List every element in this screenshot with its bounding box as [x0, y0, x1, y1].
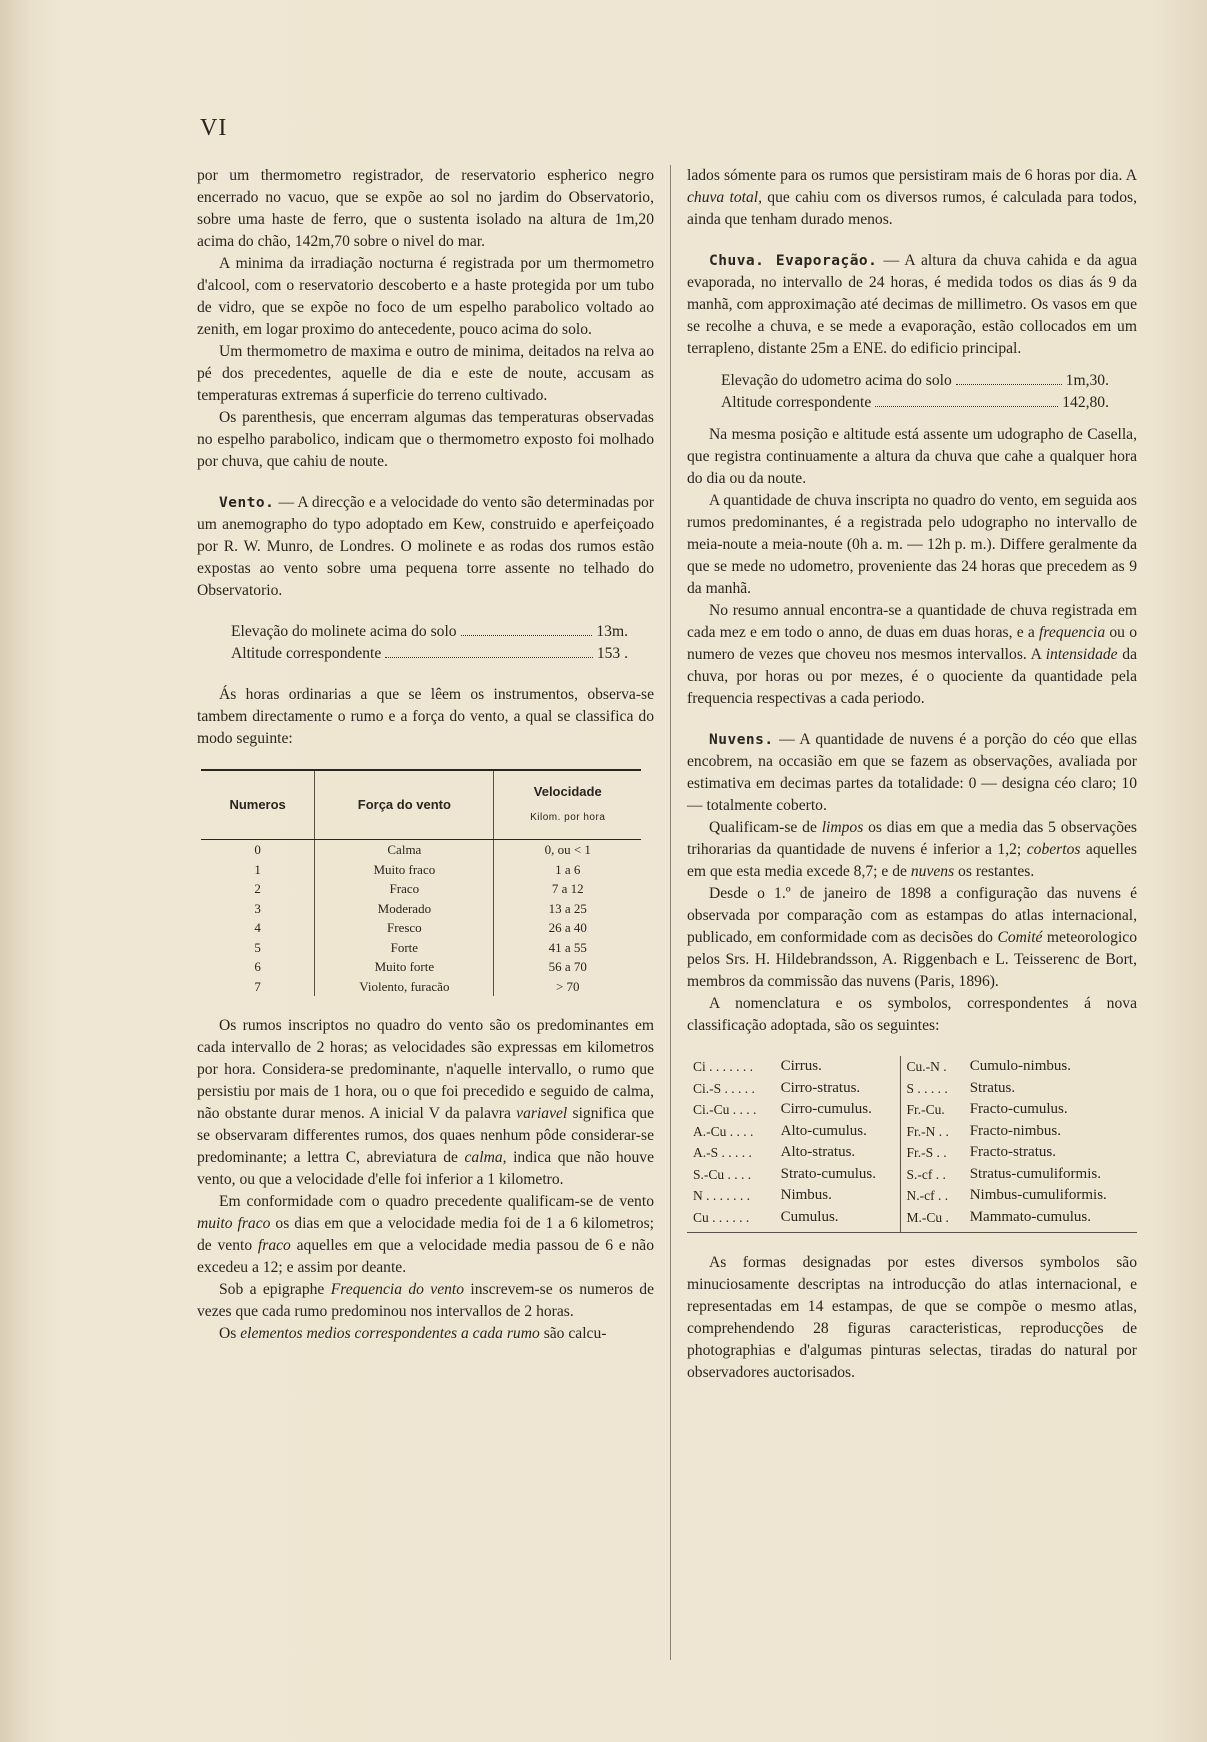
chuva-section [687, 250, 1137, 360]
column-divider [670, 165, 671, 1660]
wind-force-table [201, 769, 641, 996]
altitude-value: 142,80. [1062, 394, 1109, 411]
elevation-label: Elevação do molinete acima do solo [231, 623, 457, 640]
table-row: Ci . . . . . . . Cirrus. Cu.-N . Cumulo-nimbus. [693, 1058, 1071, 1074]
chuva-text: — A altura da chuva cahida e da agua evaporada, no intervallo de 24 horas, é medida todos os dias ás 9 da manhã, com approximação até decimas de millimetro. Os vasos em que se recolhe a chuva, e se mede a evaporação, estão collocados em um terrapleno, distante 25m a ENE. do edificio principal. [687, 252, 1138, 357]
right-column [687, 165, 1137, 1384]
molinete-elevation [197, 621, 654, 665]
paragraph: Sob a epigraphe Frequencia do vento inscrevem-se os numeros de vezes que cada rumo predominou nos intervallos de 2 horas. [197, 1281, 654, 1320]
paragraph: A minima da irradiação nocturna é registrada por um thermometro d'alcool, com o reservatorio descoberto e a haste protegida por um tubo de vidro, que se expõe no foco de um espelho parabolico voltado ao zenith, em logar proximo do antecedente, pouco acima do solo. [197, 255, 654, 338]
paragraph: Um thermometro de maxima e outro de minima, deitados na relva ao pé dos precedentes, aquelle de dia e este de noute, accusam as temperaturas extremas á superficie do terreno cultivado. [197, 343, 654, 404]
table-row: A.-S . . . . . Alto-stratus. Fr.-S . . Fracto-stratus. [693, 1144, 1056, 1160]
paragraph: lados sómente para os rumos que persistiram mais de 6 horas por dia. A chuva total, que cahiu com os diversos rumos, é calculada para todos, ainda que tenham durado menos. [687, 167, 1137, 228]
table-row: 3 Moderado 13 a 25 [201, 899, 641, 919]
table-row: N . . . . . . . Nimbus. N.-cf . . Nimbus-cumuliformis. [693, 1187, 1107, 1203]
paragraph: No resumo annual encontra-se a quantidade de chuva registrada em cada mez e em todo o anno, de duas em duas horas, e a frequencia ou o numero de vezes que choveu nos mesmos intervallos. A intensidade da chuva, por horas ou por mezes, é o quociente da quantidade pela frequencia respectivas a cada periodo. [687, 602, 1138, 707]
elevation-label: Elevação do udometro acima do solo [721, 372, 952, 389]
paragraph: Ás horas ordinarias a que se lêem os instrumentos, observa-se tambem directamente o rumo e a força do vento, a qual se classifica do modo seguinte: [197, 686, 654, 747]
page-number: VI [200, 115, 228, 141]
paragraph: Os parenthesis, que encerram algumas das temperaturas observadas no espelho parabolico, indicam que o thermometro exposto foi molhado por chuva, que cahiu de noute. [197, 409, 654, 470]
paragraph: A nomenclatura e os symbolos, correspondentes á nova classificação adoptada, são os seguintes: [687, 995, 1137, 1034]
nuvens-section [687, 729, 1137, 817]
table-row: 2 Fraco 7 a 12 [201, 879, 641, 899]
table-row: 4 Fresco 26 a 40 [201, 918, 641, 938]
col-header-velocidade: Velocidade Kilom. por hora [494, 770, 641, 840]
table-row: 0 Calma 0, ou < 1 [201, 840, 641, 860]
altitude-label: Altitude correspondente [721, 394, 872, 411]
table-row: 6 Muito forte 56 a 70 [201, 957, 641, 977]
table-row: Ci.-S . . . . . Cirro-stratus. S . . . . . Stratus. [693, 1079, 1016, 1096]
table-row: 1 Muito fraco 1 a 6 [201, 860, 641, 880]
vento-section [197, 492, 654, 602]
chuva-heading: Chuva. Evaporação. [709, 253, 878, 269]
altitude-value: 153 . [596, 645, 628, 662]
table-row: S.-Cu . . . . Strato-cumulus. S.-cf . . Stratus-cumuliformis. [693, 1165, 1101, 1182]
paragraph: Em conformidade com o quadro precedente qualificam-se de vento muito fraco os dias em que a velocidade media foi de 1 a 6 kilometros; de vento fraco aquelles em que a velocidade media passou de 6 e não excedeu a 12; e assim por deante. [197, 1193, 654, 1276]
col-header-numeros: Numeros [201, 770, 315, 840]
vento-text: — A direcção e a velocidade do vento são determinadas por um anemographo do typo adoptado em Kew, construido e aperfeiçoado por R. W. Munro, de Londres. O molinete e as rodas dos rumos estão expostas ao vento sobre uma pequena torre assente no telhado do Observatorio. [197, 494, 654, 599]
udometro-elevation [687, 370, 1137, 414]
table-row: A.-Cu . . . . Alto-cumulus. Fr.-N . . Fracto-nimbus. [693, 1122, 1061, 1139]
cloud-symbols-table [687, 1056, 1137, 1233]
paragraph: A quantidade de chuva inscripta no quadro do vento, em seguida aos rumos predominantes, é a registrada pelo udographo no intervallo de meia-noute a meia-noute (0h a. m. — 12h p. m.). Differe geralmente da que se mede no udometro, proveniente das 24 horas que precedem as 9 da manhã. [687, 492, 1137, 597]
vento-heading: Vento. [219, 495, 275, 511]
table-row: Ci.-Cu . . . . Cirro-cumulus. Fr.-Cu. Fracto-cumulus. [693, 1101, 1068, 1117]
elevation-value: 1m,30. [1065, 372, 1109, 389]
elevation-value: 13m. [596, 623, 628, 640]
table-row: 7 Violento, furacão > 70 [201, 977, 641, 997]
left-column [197, 165, 654, 1345]
col-header-forca: Força do vento [315, 770, 494, 840]
altitude-label: Altitude correspondente [231, 645, 382, 662]
paragraph: Os elementos medios correspondentes a cada rumo são calcu- [219, 1325, 607, 1342]
col-header-units: Kilom. por hora [530, 812, 606, 823]
paragraph: por um thermometro registrador, de reservatorio espherico negro encerrado no vacuo, que se expõe ao sol no jardim do Observatorio, sobre uma haste de ferro, que o sustenta isolado na altura de 1m,20 acima do chão, 142m,70 sobre o nivel do mar. [197, 167, 654, 250]
paragraph: Os rumos inscriptos no quadro do vento são os predominantes em cada intervallo de 2 horas; as velocidades são expressas em kilometros por hora. Considera-se predominante, n'aquelle intervallo, o rumo que persistiu por mais de 1 hora, ou o que foi precedido e seguido de calma, não obstante durar menos. A inicial V da palavra variavel significa que se observaram differentes rumos, dos quaes nenhum pôde considerar-se predominante; a lettra C, abreviatura de calma, indica que não houve vento, ou que a velocidade d'elle foi inferior a 1 kilometro. [197, 1017, 654, 1188]
table-row: Cu . . . . . . Cumulus. M.-Cu . Mammato-cumulus. [693, 1208, 1091, 1225]
table-row: 5 Forte 41 a 55 [201, 938, 641, 958]
paragraph: Desde o 1.º de janeiro de 1898 a configuração das nuvens é observada por comparação com as estampas do atlas internacional, publicado, em conformidade com as decisões do Comité meteorologico pelos Srs. H. Hildebrandsson, A. Riggenbach e L. Teisserenc de Bort, membros da commissão das nuvens (Paris, 1896). [687, 885, 1137, 990]
nuvens-heading: Nuvens. [709, 732, 774, 748]
paragraph: Na mesma posição e altitude está assente um udographo de Casella, que registra continuamente a altura da chuva que cahe a qualquer hora do dia ou da noute. [687, 426, 1137, 487]
nuvens-text: — A quantidade de nuvens é a porção do céo que ellas encobrem, na occasião em que se fazem as observações, avaliada por estimativa em decimas partes da totalidade: 0 — designa céo claro; 10 — totalmente coberto. [687, 731, 1137, 814]
paragraph: Qualificam-se de limpos os dias em que a media das 5 observações trihorarias da quantidade de nuvens é inferior a 1,2; cobertos aquelles em que esta media excede 8,7; e de nuvens os restantes. [687, 819, 1137, 880]
paragraph: As formas designadas por estes diversos symbolos são minuciosamente descriptas na introducção do atlas internacional, e representadas em 14 estampas, de que se compõe o mesmo atlas, comprehendendo 28 figuras caracteristicas, reproducções de photographias e d'algumas pinturas selectas, tiradas do natural por observadores auctorisados. [687, 1254, 1137, 1381]
